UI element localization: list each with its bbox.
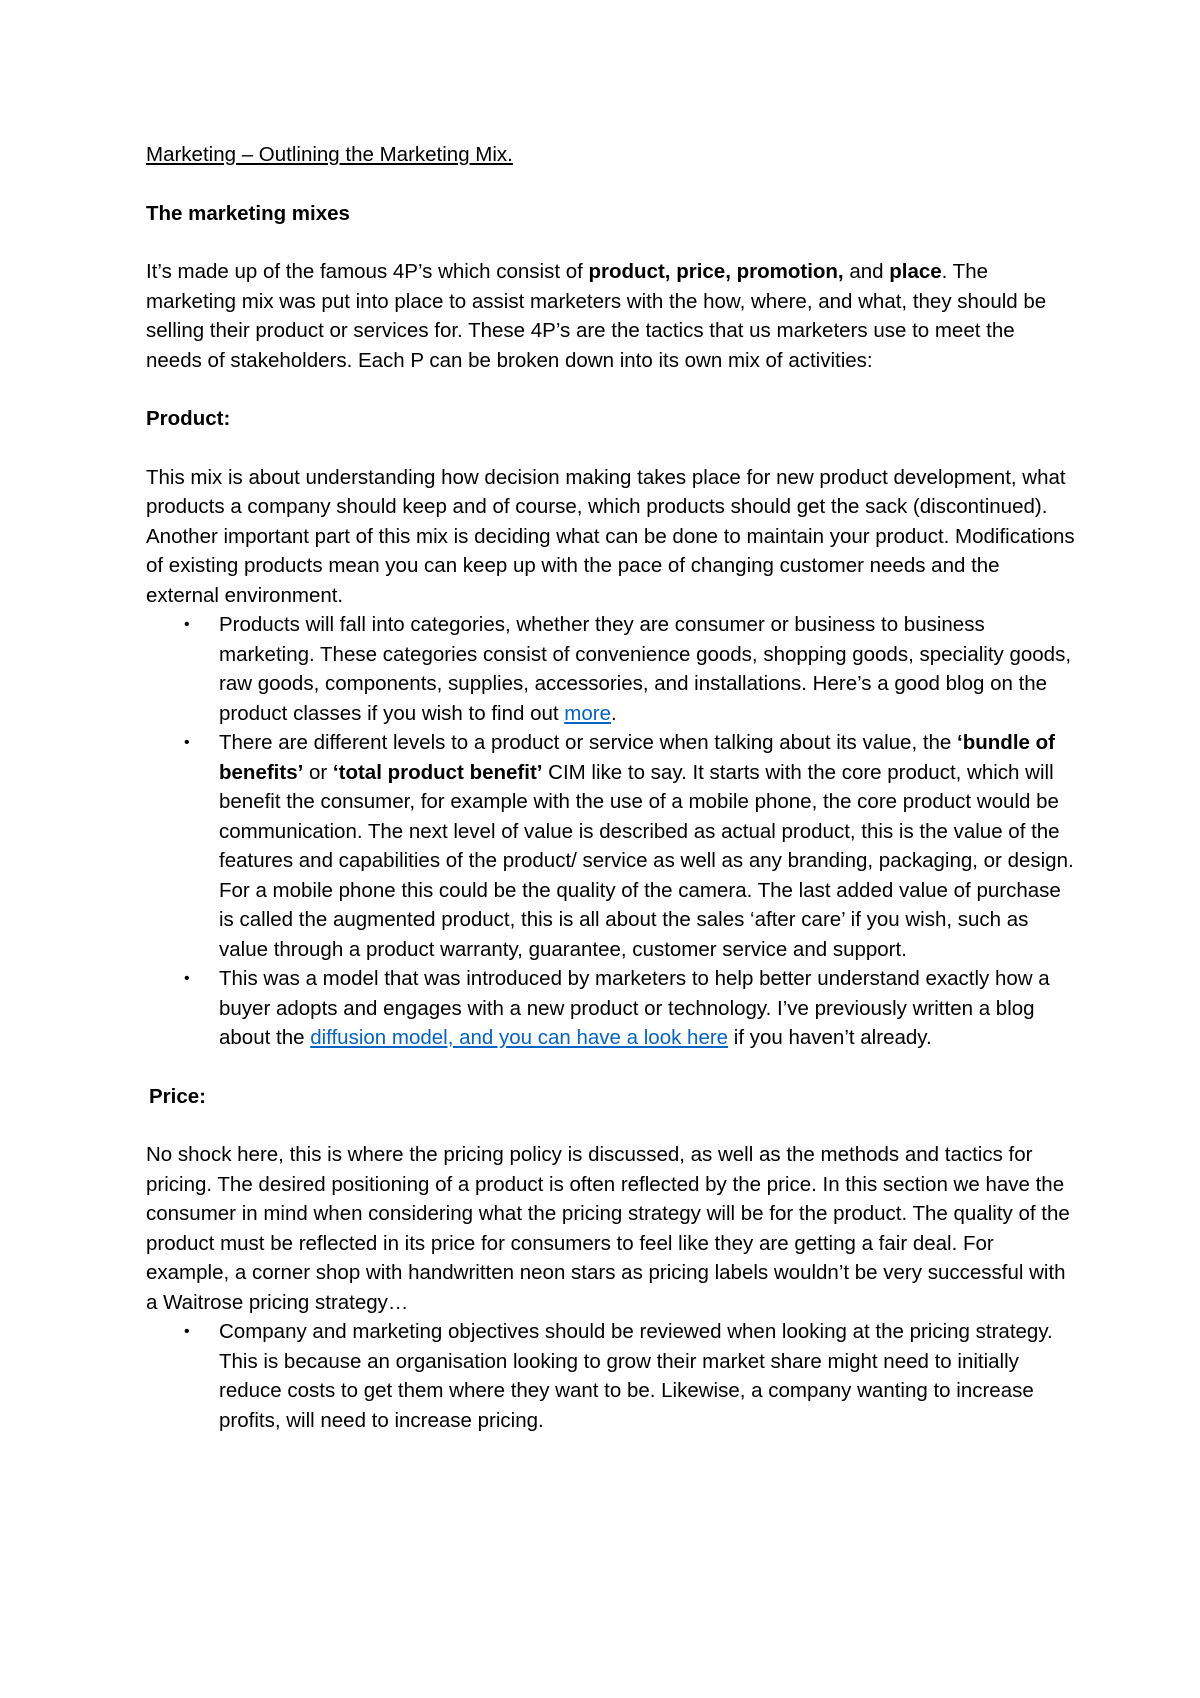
intro-paragraph [146, 257, 1076, 375]
list-item [146, 964, 1076, 1053]
list-item [146, 1317, 1076, 1435]
intro-bold-4ps: product, price, promotion, [588, 260, 844, 283]
product-paragraph: This mix is about understanding how decision making takes place for new product development, what products a company should keep and of course, which products should get the sack (discontinued). Another important part of this mix is deciding what can be done to maintain your product. Modifications of existing products mean you can keep up with the pace of changing customer needs and the external environment. [146, 465, 1075, 607]
bullet-text: There are different levels to a product or service when talking about its value, the [219, 731, 958, 754]
intro-text-and: and [843, 260, 890, 283]
list-item [146, 728, 1076, 964]
list-item [146, 610, 1076, 728]
price-bullet-list [146, 1317, 1076, 1435]
section-heading-price: Price: [149, 1084, 206, 1108]
document-page [146, 140, 1076, 1464]
bullet-text-or: or [303, 760, 333, 784]
bullet-icon: • [184, 1323, 190, 1340]
bullet-icon: • [184, 734, 190, 751]
bullet-text-rest: if you haven’t already. [728, 1026, 932, 1049]
bullet-text: Company and marketing objectives should be reviewed when looking at the pricing strategy. This is because an organisation looking to grow their market share might need to initially reduce costs to get them where they want to be. Likewise, a company wanting to increase profits, will need to increase pricing. [219, 1320, 1053, 1432]
bullet-end: . [610, 701, 617, 725]
section-heading-marketing-mixes: The marketing mixes [146, 201, 350, 225]
product-bullet-list [146, 610, 1076, 1053]
price-paragraph: No shock here, this is where the pricing policy is discussed, as well as the methods and tactics for pricing. The desired positioning of a product is often reflected by the price. In this section we have the consumer in mind when considering what the pricing strategy will be for the product. The quality of the product must be reflected in its price for consumers to feel like they are getting a fair deal. For example, a corner shop with handwritten neon stars as pricing labels wouldn’t be very successful with a Waitrose pricing strategy… [146, 1143, 1070, 1314]
intro-text-start: It’s made up of the famous 4P’s which consist of [146, 260, 589, 283]
diffusion-model-link[interactable]: diffusion model, and you can have a look here [310, 1026, 729, 1049]
bold-total-product-benefit: ‘total product benefit’ [332, 760, 543, 784]
document-title: Marketing – Outlining the Marketing Mix. [146, 143, 513, 166]
bullet-text: This was a model that was introduced by marketers to help better understand exactly how a buyer adopts and engages with a new product or technology. I’ve previously written a blog about the [219, 967, 1050, 1049]
bullet-icon: • [184, 970, 190, 987]
bullet-text: Products will fall into categories, whether they are consumer or business to business marketing. These categories consist of convenience goods, shopping goods, speciality goods, raw goods, components, supplies, accessories, and installations. Here’s a good blog on the product classes if you wish to find out [219, 613, 1072, 725]
bullet-icon: • [184, 616, 190, 633]
bullet-text-rest: CIM like to say. It starts with the core product, which will benefit the consumer, for example with the use of a mobile phone, the core product would be communication. The next level of value is described as actual product, this is the value of the features and capabilities of the product/ service as well as any branding, packaging, or design. For a mobile phone this could be the quality of the camera. The last added value of purchase is called the augmented product, this is all about the sales ‘after care’ if you wish, such as value through a product warranty, guarantee, customer service and support. [219, 760, 1074, 961]
bold-bundle-of-benefits: ‘bundle of benefits’ [219, 731, 1055, 784]
more-link[interactable]: more [564, 701, 611, 725]
intro-bold-place: place [889, 260, 942, 283]
intro-text-rest: . The marketing mix was put into place to assist marketers with the how, where, and what, they should be selling their product or services for. These 4P’s are the tactics that us marketers use to meet the needs of stakeholders. Each P can be broken down into its own mix of activities: [146, 260, 1047, 372]
section-heading-product: Product: [146, 407, 231, 430]
